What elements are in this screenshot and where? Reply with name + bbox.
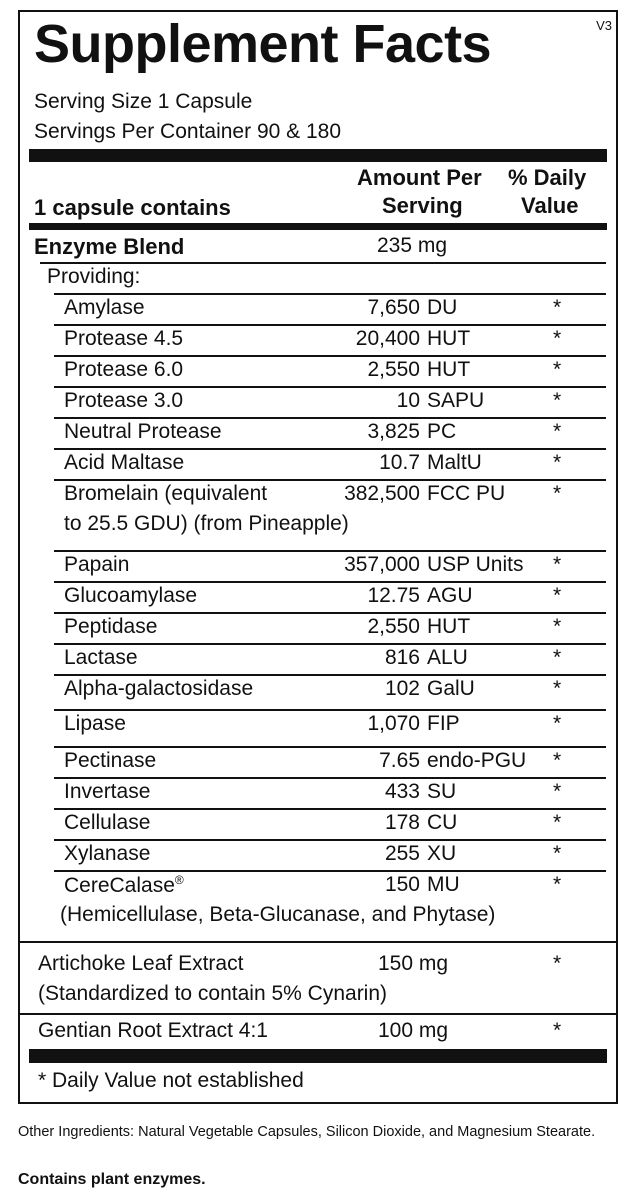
enzyme-row <box>20 327 616 358</box>
enzyme-name <box>64 358 183 382</box>
enzyme-amount: 7.65 <box>379 749 420 772</box>
enzyme-name-text: Protease 6.0 <box>64 358 184 381</box>
gentian-dv: * <box>553 1019 562 1042</box>
row-divider <box>54 581 606 583</box>
enzyme-name <box>64 296 145 320</box>
enzyme-row <box>20 482 616 535</box>
enzyme-row <box>20 677 616 708</box>
enzyme-name-text: Lipase <box>64 712 126 735</box>
enzyme-name <box>64 811 150 835</box>
daily-value-footnote: * Daily Value not established <box>38 1069 304 1092</box>
enzyme-unit: AGU <box>427 584 473 607</box>
enzyme-unit: SAPU <box>427 389 485 412</box>
enzyme-unit: DU <box>427 296 458 319</box>
enzyme-unit: endo-PGU <box>427 749 527 772</box>
version-label: V3 <box>596 18 612 33</box>
enzyme-name <box>64 873 184 898</box>
enzyme-row <box>20 873 616 926</box>
enzyme-row <box>20 811 616 842</box>
enzyme-name-text: Alpha-galactosidase <box>64 677 254 700</box>
row-divider <box>54 448 606 450</box>
enzyme-name <box>64 451 184 475</box>
row-divider <box>54 777 606 779</box>
serving-size: Serving Size 1 Capsule <box>34 90 253 113</box>
enzyme-amount: 2,550 <box>367 358 420 381</box>
enzyme-amount: 20,400 <box>355 327 420 350</box>
enzyme-amount: 3,825 <box>367 420 420 443</box>
enzyme-name <box>64 389 183 413</box>
enzyme-row <box>20 389 616 420</box>
row-divider <box>54 709 606 711</box>
enzyme-unit: USP Units <box>427 553 524 576</box>
enzyme-name <box>64 420 222 444</box>
dv-header-2: Value <box>521 193 579 218</box>
contains-note: Contains plant enzymes. <box>18 1171 206 1188</box>
enzyme-unit: MU <box>427 873 460 896</box>
enzyme-name-text: Protease 3.0 <box>64 389 184 412</box>
amount-header-2: Serving <box>382 193 463 218</box>
enzyme-name-continued: to 25.5 GDU) (from Pineapple) <box>64 512 349 535</box>
row-divider <box>54 293 606 295</box>
row-divider <box>54 839 606 841</box>
row-divider <box>54 643 606 645</box>
enzyme-dv: * <box>553 712 562 735</box>
enzyme-unit: MaltU <box>427 451 482 474</box>
blend-amount: 235 mg <box>377 234 448 257</box>
enzyme-name <box>64 712 126 736</box>
enzyme-name-text: Bromelain (equivalent <box>64 482 268 505</box>
enzyme-unit: HUT <box>427 327 471 350</box>
enzyme-name <box>64 749 156 773</box>
enzyme-name-text: Acid Maltase <box>64 451 185 474</box>
row-divider <box>20 941 616 943</box>
enzyme-name <box>64 646 138 670</box>
servings-per-container: Servings Per Container 90 & 180 <box>34 120 342 143</box>
enzyme-name-text: Invertase <box>64 780 151 803</box>
enzyme-amount: 12.75 <box>367 584 420 607</box>
enzyme-row <box>20 749 616 780</box>
enzyme-name <box>64 482 267 506</box>
thick-divider-bottom <box>29 1049 607 1063</box>
row-divider <box>54 479 606 481</box>
enzyme-name-text: Papain <box>64 553 130 576</box>
enzyme-name <box>64 842 150 866</box>
enzyme-amount: 1,070 <box>367 712 420 735</box>
enzyme-unit: PC <box>427 420 457 443</box>
enzyme-name-continued: (Hemicellulase, Beta-Glucanase, and Phytase) <box>60 903 496 926</box>
enzyme-dv: * <box>553 482 562 505</box>
enzyme-name <box>64 584 197 608</box>
enzyme-name-text: Protease 4.5 <box>64 327 184 350</box>
providing-label: Providing: <box>47 265 141 288</box>
enzyme-amount: 178 <box>384 811 420 834</box>
enzyme-dv: * <box>553 358 562 381</box>
enzyme-dv: * <box>553 296 562 319</box>
enzyme-unit: GalU <box>427 677 475 700</box>
gentian-amount: 100 mg <box>378 1019 449 1042</box>
enzyme-row <box>20 615 616 646</box>
amount-header-1: Amount Per <box>357 165 482 190</box>
enzyme-name-text: Glucoamylase <box>64 584 198 607</box>
row-divider <box>54 550 606 552</box>
enzyme-unit: ALU <box>427 646 468 669</box>
enzyme-unit: FIP <box>427 712 460 735</box>
enzyme-row <box>20 451 616 482</box>
enzyme-amount: 10 <box>396 389 420 412</box>
enzyme-amount: 2,550 <box>367 615 420 638</box>
enzyme-dv: * <box>553 451 562 474</box>
enzyme-name-text: Amylase <box>64 296 145 319</box>
enzyme-dv: * <box>553 842 562 865</box>
medium-divider <box>29 223 607 230</box>
enzyme-row <box>20 553 616 584</box>
enzyme-dv: * <box>553 873 562 896</box>
row-divider <box>40 262 606 264</box>
enzyme-row <box>20 646 616 677</box>
artichoke-amount: 150 mg <box>378 952 449 975</box>
enzyme-dv: * <box>553 677 562 700</box>
enzyme-row <box>20 296 616 327</box>
enzyme-row <box>20 780 616 811</box>
blend-name: Enzyme Blend <box>34 234 185 259</box>
enzyme-amount: 10.7 <box>379 451 420 474</box>
contains-header: 1 capsule contains <box>34 195 231 220</box>
supplement-facts-panel <box>18 10 618 1104</box>
enzyme-unit: HUT <box>427 615 471 638</box>
enzyme-unit: XU <box>427 842 457 865</box>
enzyme-unit: SU <box>427 780 457 803</box>
enzyme-dv: * <box>553 553 562 576</box>
enzyme-amount: 255 <box>384 842 420 865</box>
panel-title: Supplement Facts <box>34 14 492 74</box>
other-ingredients: Other Ingredients: Natural Vegetable Capsules, Silicon Dioxide, and Magnesium Stearate. <box>18 1124 596 1140</box>
enzyme-amount: 433 <box>384 780 420 803</box>
registered-mark: ® <box>174 873 184 887</box>
enzyme-dv: * <box>553 615 562 638</box>
enzyme-unit: FCC PU <box>427 482 506 505</box>
enzyme-name-text: Peptidase <box>64 615 158 638</box>
enzyme-amount: 150 <box>384 873 420 896</box>
gentian-name: Gentian Root Extract 4:1 <box>38 1019 268 1042</box>
enzyme-amount: 382,500 <box>344 482 420 505</box>
enzyme-dv: * <box>553 646 562 669</box>
row-divider <box>20 1013 616 1015</box>
enzyme-name-text: Neutral Protease <box>64 420 222 443</box>
enzyme-row <box>20 842 616 873</box>
enzyme-name <box>64 677 253 701</box>
enzyme-name <box>64 553 129 577</box>
enzyme-amount: 102 <box>384 677 420 700</box>
enzyme-unit: CU <box>427 811 458 834</box>
enzyme-dv: * <box>553 584 562 607</box>
dv-header-1: % Daily <box>508 165 587 190</box>
enzyme-row <box>20 358 616 389</box>
enzyme-dv: * <box>553 420 562 443</box>
enzyme-name <box>64 780 150 804</box>
enzyme-amount: 816 <box>384 646 420 669</box>
row-divider <box>54 417 606 419</box>
row-divider <box>54 324 606 326</box>
enzyme-dv: * <box>553 749 562 772</box>
enzyme-name <box>64 327 183 351</box>
enzyme-name-text: Xylanase <box>64 842 151 865</box>
enzyme-amount: 7,650 <box>367 296 420 319</box>
row-divider <box>54 386 606 388</box>
row-divider <box>54 674 606 676</box>
enzyme-dv: * <box>553 811 562 834</box>
enzyme-name <box>64 615 157 639</box>
enzyme-row <box>20 712 616 743</box>
row-divider <box>54 808 606 810</box>
enzyme-dv: * <box>553 327 562 350</box>
thick-divider-top <box>29 149 607 162</box>
artichoke-dv: * <box>553 952 562 975</box>
enzyme-unit: HUT <box>427 358 471 381</box>
row-divider <box>54 355 606 357</box>
enzyme-amount: 357,000 <box>344 553 420 576</box>
enzyme-dv: * <box>553 780 562 803</box>
enzyme-name-text: Cellulase <box>64 811 151 834</box>
row-divider <box>54 746 606 748</box>
enzyme-name-text: Lactase <box>64 646 138 669</box>
enzyme-row <box>20 584 616 615</box>
enzyme-name-text: Pectinase <box>64 749 157 772</box>
row-divider <box>54 612 606 614</box>
enzyme-dv: * <box>553 389 562 412</box>
enzyme-row <box>20 420 616 451</box>
artichoke-standardization: (Standardized to contain 5% Cynarin) <box>38 982 388 1005</box>
row-divider <box>54 870 606 872</box>
enzyme-name-text: CereCalase <box>64 874 175 897</box>
artichoke-name: Artichoke Leaf Extract <box>38 952 244 975</box>
